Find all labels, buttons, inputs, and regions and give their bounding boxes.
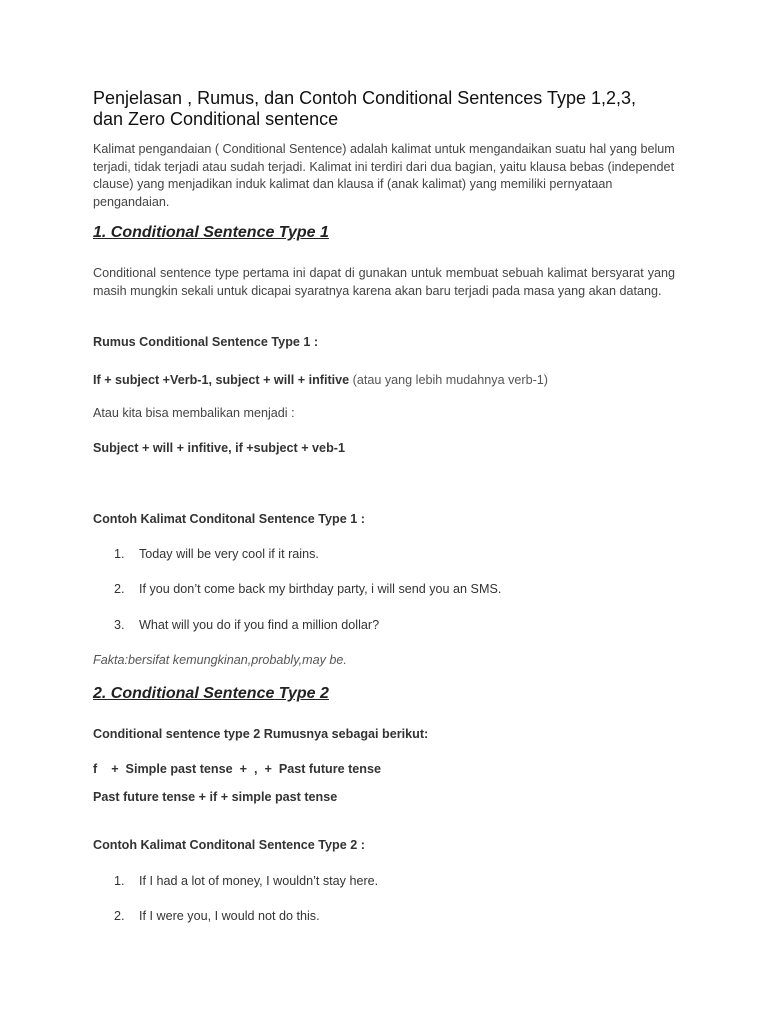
type-2-formula: f + Simple past tense + , + Past future tense — [93, 762, 382, 776]
type-1-description: Conditional sentence type pertama ini dapat di gunakan untuk membuat sebuah kalimat bersyarat yang masih mungkin sekali untuk dicapai syaratnya karena akan baru terjadi pada masa yang akan datang. — [93, 266, 675, 299]
type-1-reverse-text: Atau kita bisa membalikan menjadi : — [93, 406, 295, 420]
type-2-contoh-label: Contoh Kalimat Conditonal Sentence Type 2 : — [93, 838, 365, 852]
type-1-formula-reversed: Subject + will + infitive, if +subject + veb-1 — [93, 441, 345, 455]
list-item: 2. If I were you, I would not do this. — [114, 909, 320, 923]
list-item: 3. What will you do if you find a million dollar? — [114, 618, 380, 632]
type-1-formula-note: (atau yang lebih mudahnya verb-1) — [349, 373, 548, 387]
intro-paragraph: Kalimat pengandaian ( Conditional Sentence) adalah kalimat untuk mengandaikan suatu hal yang belum terjadi, tidak terjadi atau sudah terjadi. Kalimat ini terdiri dari dua bagian, yaitu klausa bebas (independet clause) yang menjadikan induk kalimat dan klausa if (anak kalimat) yang memiliki pernyataan pengandaian. — [93, 142, 675, 209]
type-2-formula-reversed: Past future tense + if + simple past tense — [93, 790, 338, 804]
type-1-formula-text: If + subject +Verb-1, subject + will + infitive — [93, 373, 350, 387]
list-item: 1. If I had a lot of money, I wouldn’t stay here. — [114, 874, 379, 888]
section-heading-type-2: 2. Conditional Sentence Type 2 — [93, 685, 329, 702]
type-1-formula — [93, 371, 548, 389]
list-item: 2. If you don’t come back my birthday party, i will send you an SMS. — [114, 582, 502, 596]
type-1-rumus-label: Rumus Conditional Sentence Type 1 : — [93, 335, 319, 349]
list-item: 1. Today will be very cool if it rains. — [114, 547, 319, 561]
type-1-fakta: Fakta:bersifat kemungkinan,probably,may be. — [93, 653, 347, 667]
section-heading-type-1: 1. Conditional Sentence Type 1 — [93, 224, 329, 241]
type-1-contoh-label: Contoh Kalimat Conditonal Sentence Type 1 : — [93, 512, 365, 526]
document-title: Penjelasan , Rumus, dan Contoh Conditional Sentences Type 1,2,3, dan Zero Conditional sentence — [93, 88, 637, 129]
type-2-rumus-label: Conditional sentence type 2 Rumusnya sebagai berikut: — [93, 727, 429, 741]
